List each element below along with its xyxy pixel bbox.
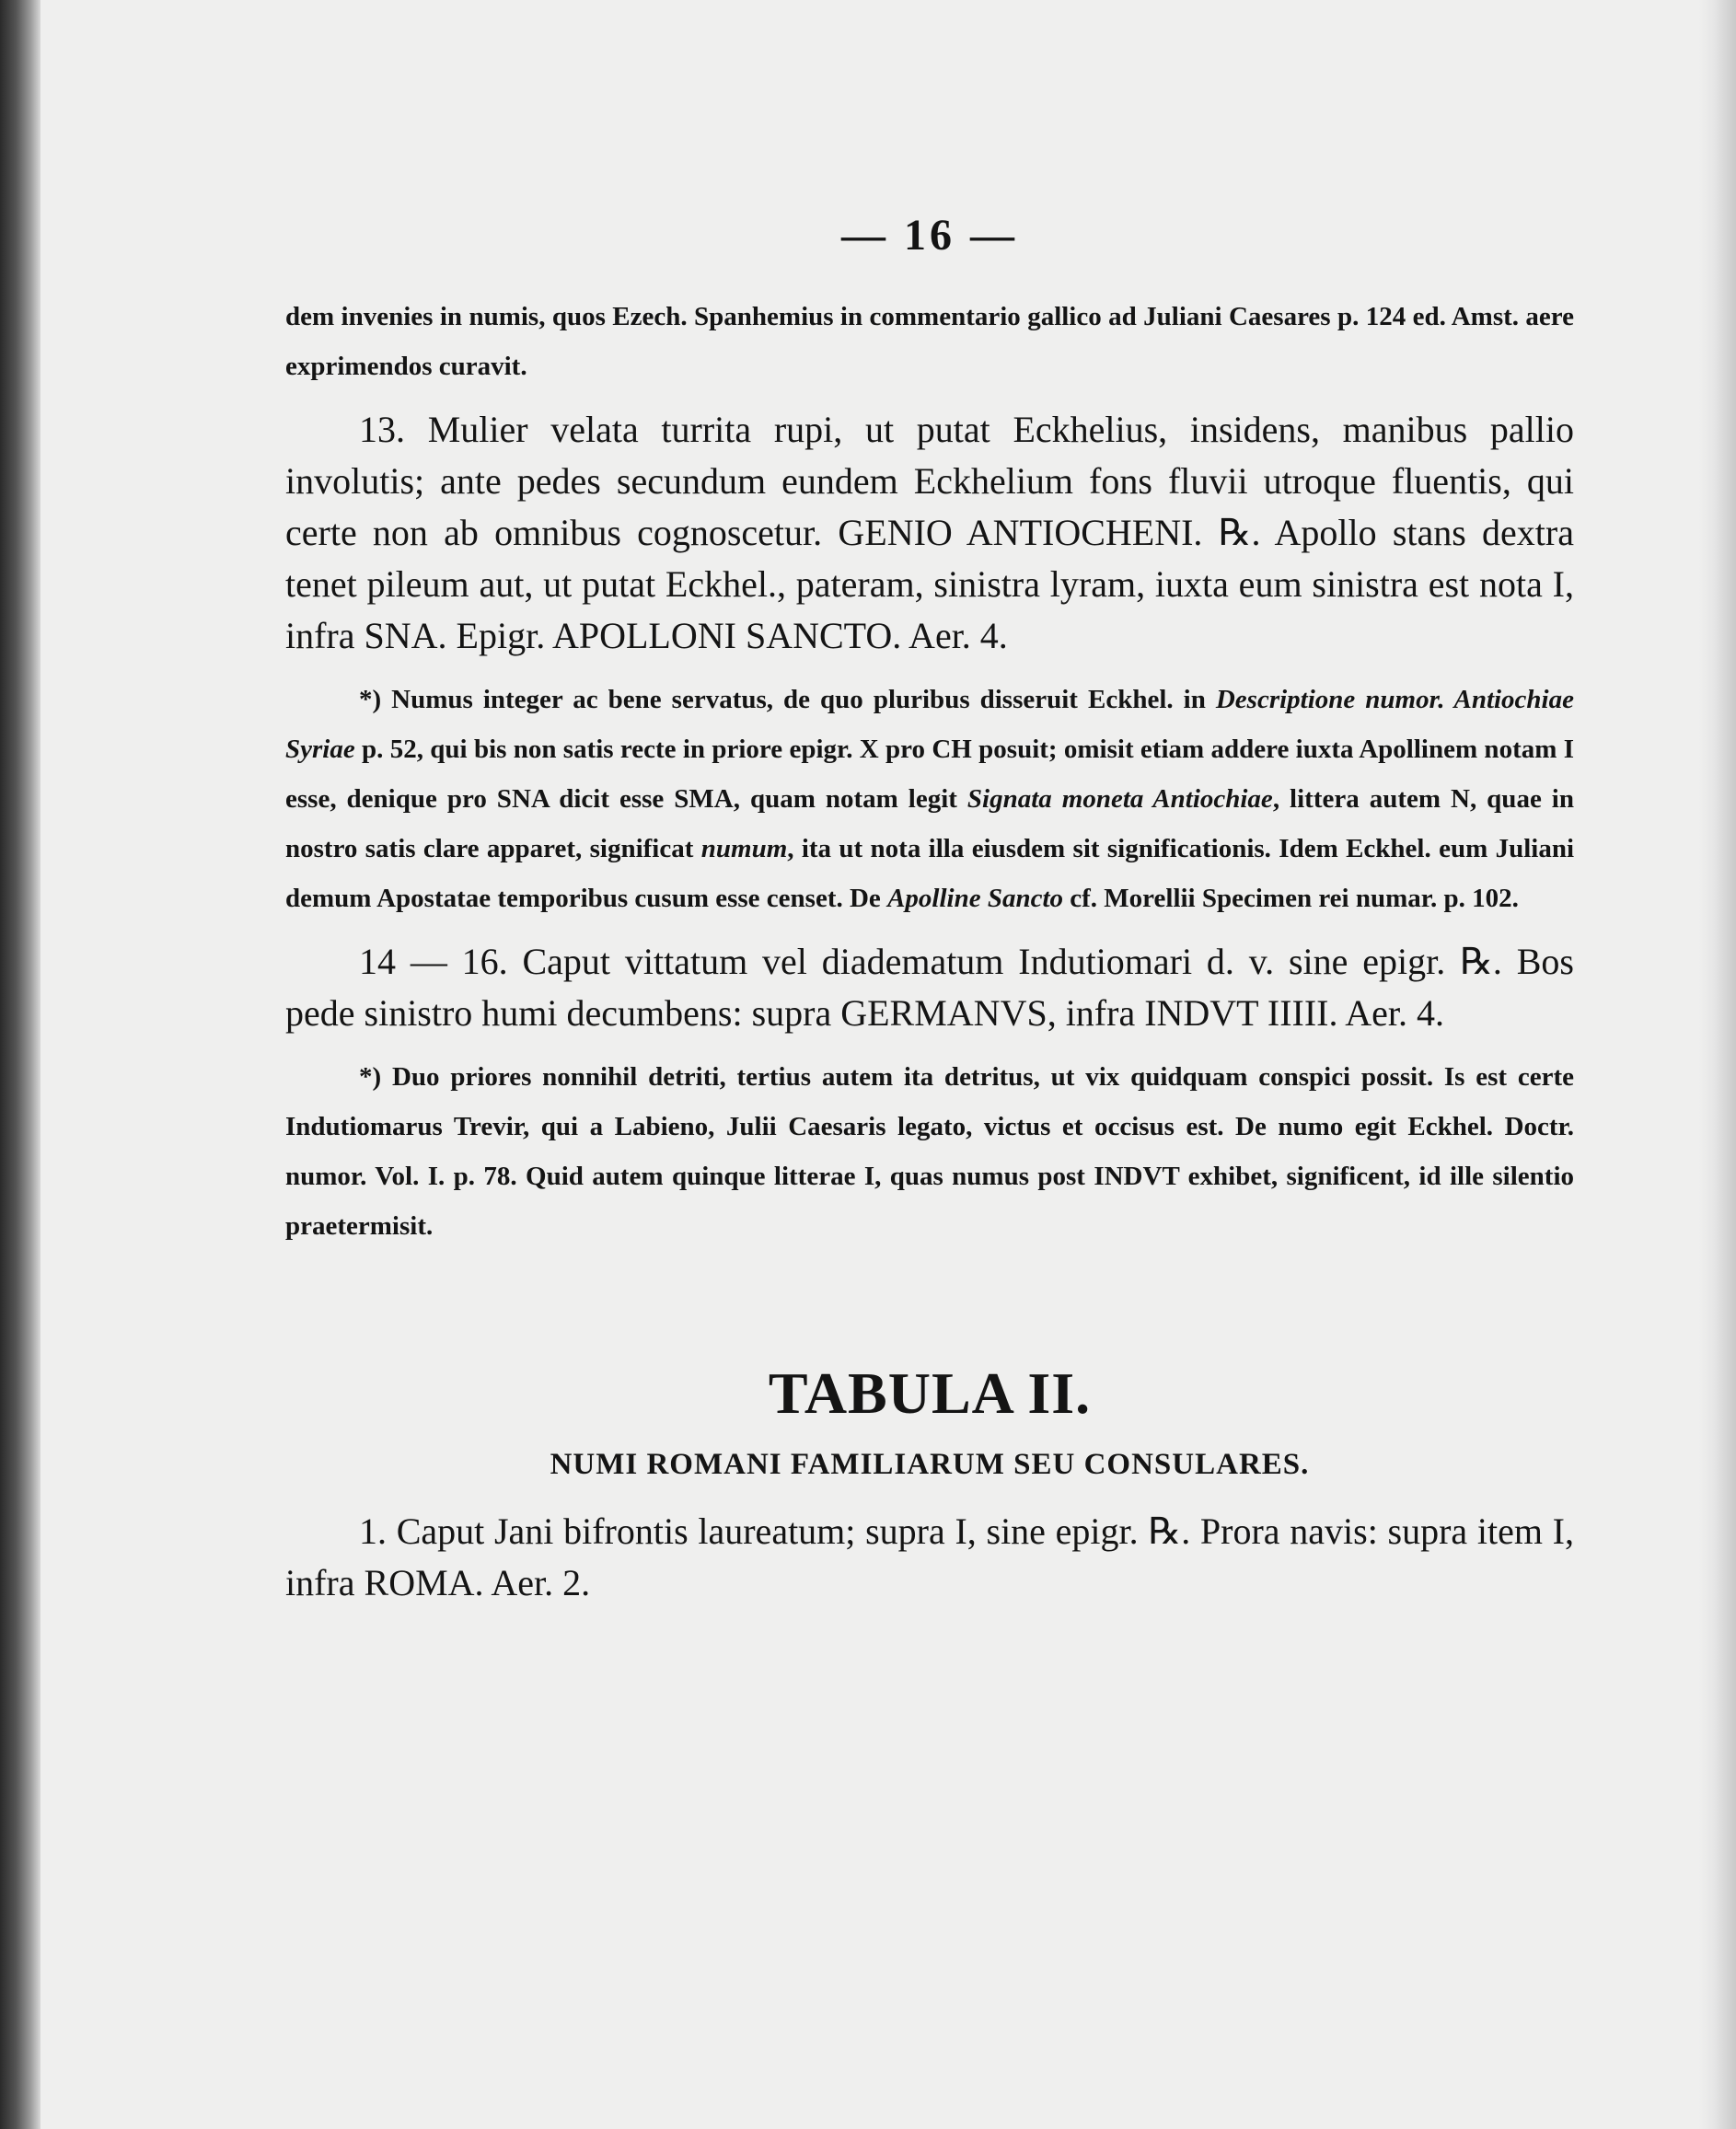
entry-13: 13. Mulier velata turrita rupi, ut putat Eckhelius, insidens, manibus pallio involutis; ante pedes secundum eundem Eckhelium fons fluvii utroque fluentis, qui certe non ab omnibus cognoscetur. GENIO ANTIOCHENI. ℞. Apollo stans dextra tenet pileum aut, ut putat Eckhel., pateram, sinistra lyram, iuxta eum sinistra est nota I, infra SNA. Epigr. APOLLONI SANCTO. Aer. 4. [285,409,1574,656]
page-number: — 16 — [841,211,1018,260]
footnote-entry-13 [285,675,1574,923]
binding-edge [0,0,41,2129]
footnote-text: *) Numus integer ac bene servatus, de quo pluribus disseruit Eckhel. in [359,685,1216,714]
section-subheading: NUMI ROMANI FAMILIARUM SEU CONSULARES. [550,1448,1310,1481]
page-body [285,210,1574,1609]
footnote-italic: Apolline Sancto [887,884,1064,913]
footnote-italic: numum [700,834,788,863]
entry-14-16: 14 — 16. Caput vittatum vel diadematum Indutiomari d. v. sine epigr. ℞. Bos pede sinistro humi decumbens: supra GERMANVS, infra INDVT IIIII. Aer. 4. [285,941,1574,1034]
footnote-italic: Descriptione numor. Antiochiae Syriae [285,685,1574,764]
footnote-entry-14-16: *) Duo priores nonnihil detriti, tertius autem ita detritus, ut vix quidquam conspici possit. Is est certe Indutiomarus Trevir, qui a Labieno, Julii Caesaris legato, victus et occisus est. De numo egit Eckhel. Doctr. numor. Vol. I. p. 78. Quid autem quinque litterae I, quas numus post INDVT exhibet, significent, id ille silentio praetermisit. [285,1062,1574,1241]
footnote-text: p. 52, qui bis non satis recte in priore epigr. X pro CH posuit; omisit etiam addere iuxta Apollinem notam I esse, denique pro SNA dicit esse SMA, quam notam legit [285,735,1574,814]
footnote-continuation: dem invenies in numis, quos Ezech. Spanhemius in commentario gallico ad Juliani Caesares p. 124 ed. Amst. aere exprimendos curavit. [285,302,1574,381]
section-heading: TABULA II. [768,1360,1092,1426]
footnote-text: , littera autem N, quae in nostro satis clare apparet, significat [285,784,1574,863]
page-edge-shadow [1699,0,1736,2129]
footnote-italic: Signata moneta Antiochiae [966,784,1273,814]
entry-1: 1. Caput Jani bifrontis laureatum; supra I, sine epigr. ℞. Prora navis: supra item I, infra ROMA. Aer. 2. [285,1510,1574,1603]
footnote-text: , ita ut nota illa eiusdem sit significationis. Idem Eckhel. eum Juliani demum Apostatae temporibus cusum esse censet. De [285,834,1574,913]
footnote-text: cf. Morellii Specimen rei numar. p. 102. [1063,884,1519,913]
